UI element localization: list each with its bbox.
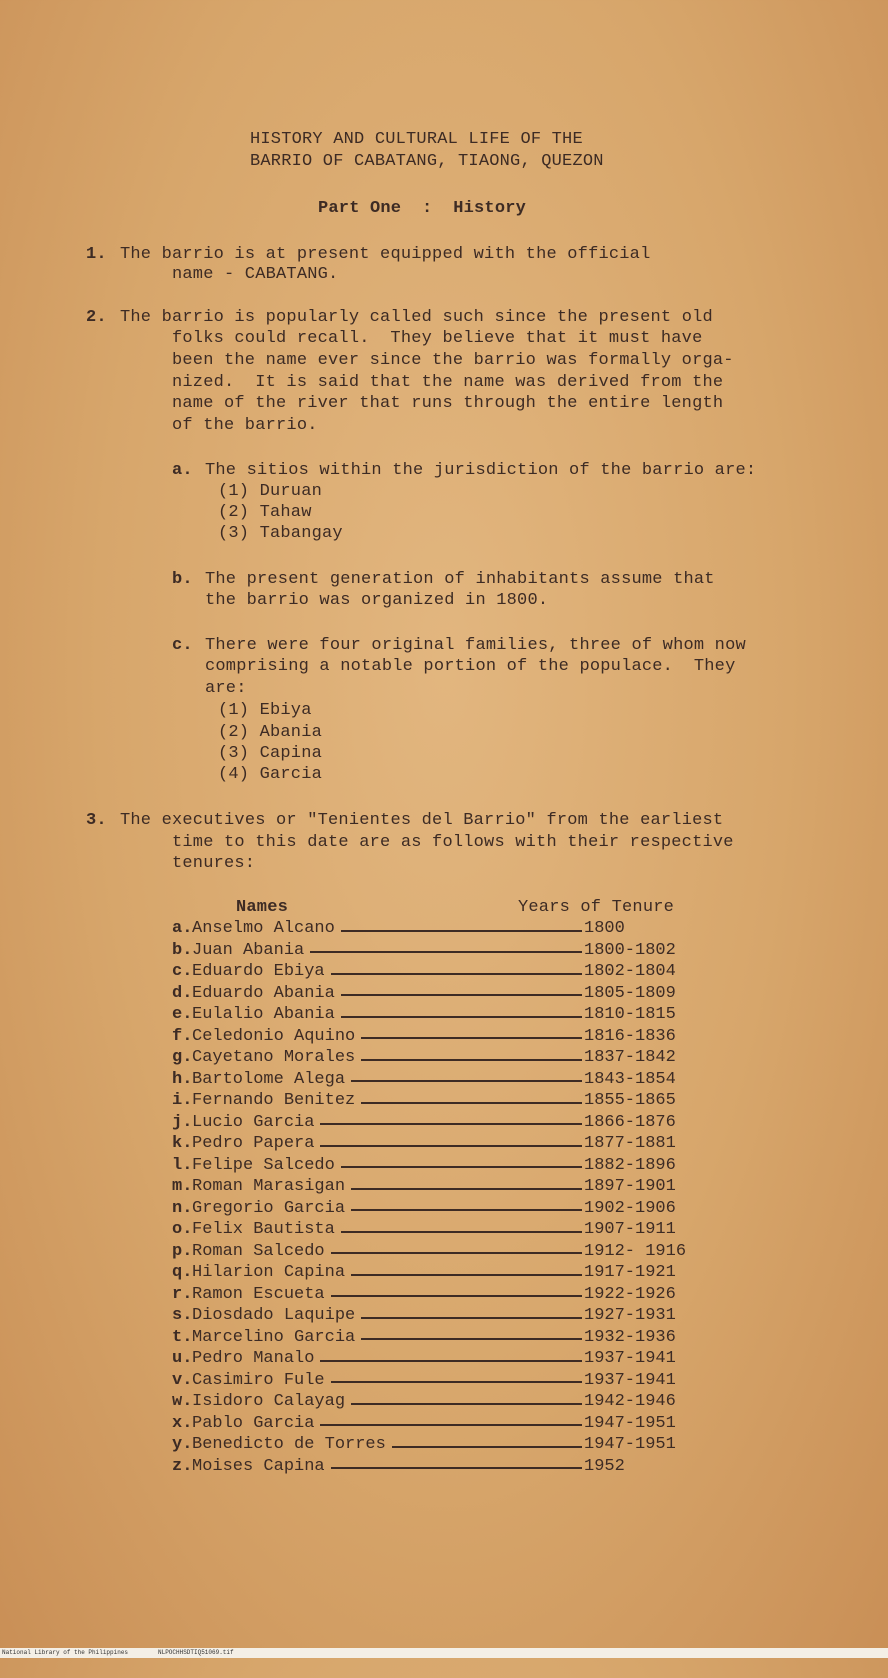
- item-3-line: The executives or "Tenientes del Barrio" from the earliest: [120, 811, 724, 830]
- tenure-years: 1897-1901: [584, 1177, 676, 1197]
- footer-library: National Library of the Philippines: [2, 1649, 129, 1656]
- tenure-letter: i.: [172, 1091, 193, 1111]
- tenure-row: [172, 1413, 692, 1435]
- tenure-row: [172, 1241, 692, 1263]
- tenure-row: [172, 1133, 692, 1155]
- sub-b-letter: b.: [172, 570, 193, 589]
- item-3-line: tenures:: [172, 854, 256, 873]
- tenure-letter: v.: [172, 1370, 193, 1390]
- family-item: (4) Garcia: [218, 765, 323, 784]
- tenientes-list: [172, 918, 692, 1477]
- leader-dashes: [361, 1338, 582, 1340]
- tenure-row: [172, 1047, 692, 1069]
- teniente-name: Fernando Benitez: [192, 1091, 356, 1111]
- tenure-row: [172, 1198, 692, 1220]
- family-item: (3) Capina: [218, 744, 323, 763]
- tenure-years: 1932-1936: [584, 1327, 676, 1347]
- tenure-years: 1922-1926: [584, 1284, 676, 1304]
- tenure-letter: s.: [172, 1306, 193, 1326]
- teniente-name: Pedro Papera: [192, 1134, 315, 1154]
- sub-c-line: There were four original families, three of whom now: [205, 636, 746, 655]
- tenure-row: [172, 1305, 692, 1327]
- tenure-letter: n.: [172, 1198, 193, 1218]
- tenure-letter: e.: [172, 1005, 193, 1025]
- teniente-name: Roman Marasigan: [192, 1177, 346, 1197]
- tenure-row: [172, 1155, 692, 1177]
- tenure-row: [172, 1069, 692, 1091]
- leader-dashes: [351, 1188, 582, 1190]
- tenure-letter: m.: [172, 1177, 193, 1197]
- teniente-name: Isidoro Calayag: [192, 1392, 346, 1412]
- sub-c-line: comprising a notable portion of the populace. They: [205, 657, 736, 676]
- tenure-years: 1843-1854: [584, 1069, 676, 1089]
- tenure-row: [172, 1370, 692, 1392]
- tenure-years: 1816-1836: [584, 1026, 676, 1046]
- item-2-line: been the name ever since the barrio was formally orga-: [172, 351, 734, 370]
- tenure-letter: p.: [172, 1241, 193, 1261]
- tenure-row: [172, 1434, 692, 1456]
- leader-dashes: [310, 951, 582, 953]
- tenure-years: 1837-1842: [584, 1048, 676, 1068]
- title-line-2: BARRIO OF CABATANG, TIAONG, QUEZON: [250, 152, 604, 171]
- item-2-line: nized. It is said that the name was derived from the: [172, 373, 724, 392]
- leader-dashes: [341, 1231, 582, 1233]
- tenure-row: [172, 940, 692, 962]
- teniente-name: Felipe Salcedo: [192, 1155, 335, 1175]
- tenure-years: 1855-1865: [584, 1091, 676, 1111]
- teniente-name: Bartolome Alega: [192, 1069, 346, 1089]
- teniente-name: Hilarion Capina: [192, 1263, 346, 1283]
- tenure-letter: g.: [172, 1048, 193, 1068]
- item-1-number: 1.: [86, 245, 107, 264]
- leader-dashes: [351, 1209, 582, 1211]
- tenure-years: 1937-1941: [584, 1370, 676, 1390]
- leader-dashes: [351, 1403, 582, 1405]
- teniente-name: Pedro Manalo: [192, 1349, 315, 1369]
- tenure-row: [172, 1348, 692, 1370]
- item-2-number: 2.: [86, 308, 107, 327]
- item-3-line: time to this date are as follows with their respective: [172, 833, 734, 852]
- leader-dashes: [392, 1446, 582, 1448]
- teniente-name: Casimiro Fule: [192, 1370, 325, 1390]
- tenure-years: 1927-1931: [584, 1306, 676, 1326]
- tenure-letter: y.: [172, 1435, 193, 1455]
- item-3-number: 3.: [86, 811, 107, 830]
- column-header-years: Years of Tenure: [518, 898, 675, 917]
- leader-dashes: [341, 1166, 582, 1168]
- tenure-letter: h.: [172, 1069, 193, 1089]
- sitio-item: (2) Tahaw: [218, 503, 312, 522]
- tenure-years: 1802-1804: [584, 962, 676, 982]
- tenure-row: [172, 1026, 692, 1048]
- leader-dashes: [361, 1102, 582, 1104]
- teniente-name: Eduardo Ebiya: [192, 962, 325, 982]
- tenure-row: [172, 1112, 692, 1134]
- tenure-years: 1947-1951: [584, 1413, 676, 1433]
- teniente-name: Pablo Garcia: [192, 1413, 315, 1433]
- tenure-letter: x.: [172, 1413, 193, 1433]
- tenure-row: [172, 1176, 692, 1198]
- leader-dashes: [341, 1016, 582, 1018]
- tenure-years: 1800-1802: [584, 940, 676, 960]
- tenure-years: 1917-1921: [584, 1263, 676, 1283]
- teniente-name: Juan Abania: [192, 940, 305, 960]
- footer-file-id: NLPOCHHSDTIQ51069.tif: [158, 1649, 234, 1656]
- tenure-letter: l.: [172, 1155, 193, 1175]
- tenure-years: 1805-1809: [584, 983, 676, 1003]
- item-2-line: folks could recall. They believe that it must have: [172, 329, 703, 348]
- leader-dashes: [331, 1381, 582, 1383]
- sub-a-letter: a.: [172, 461, 193, 480]
- tenure-row: [172, 1327, 692, 1349]
- tenure-row: [172, 1004, 692, 1026]
- tenure-row: [172, 1219, 692, 1241]
- tenure-letter: k.: [172, 1134, 193, 1154]
- sub-c-letter: c.: [172, 636, 193, 655]
- tenure-letter: w.: [172, 1392, 193, 1412]
- tenure-letter: u.: [172, 1349, 193, 1369]
- leader-dashes: [351, 1274, 582, 1276]
- leader-dashes: [320, 1424, 582, 1426]
- leader-dashes: [341, 994, 582, 996]
- leader-dashes: [320, 1145, 582, 1147]
- tenure-letter: o.: [172, 1220, 193, 1240]
- part-heading: Part One : History: [318, 199, 527, 218]
- tenure-row: [172, 1284, 692, 1306]
- tenure-years: 1942-1946: [584, 1392, 676, 1412]
- family-item: (2) Abania: [218, 723, 323, 742]
- sub-c-line: are:: [205, 679, 247, 698]
- item-2-line: name of the river that runs through the entire length: [172, 394, 724, 413]
- tenure-letter: c.: [172, 962, 193, 982]
- tenure-row: [172, 961, 692, 983]
- tenure-letter: b.: [172, 940, 193, 960]
- tenure-row: [172, 983, 692, 1005]
- tenure-years: 1877-1881: [584, 1134, 676, 1154]
- tenure-row: [172, 1391, 692, 1413]
- teniente-name: Diosdado Laquipe: [192, 1306, 356, 1326]
- tenure-row: [172, 1090, 692, 1112]
- item-1-line: The barrio is at present equipped with the official: [120, 245, 651, 264]
- tenure-letter: a.: [172, 919, 193, 939]
- scan-footer: [0, 1648, 888, 1658]
- tenure-years: 1947-1951: [584, 1435, 676, 1455]
- leader-dashes: [320, 1360, 582, 1362]
- teniente-name: Ramon Escueta: [192, 1284, 325, 1304]
- leader-dashes: [341, 930, 582, 932]
- teniente-name: Gregorio Garcia: [192, 1198, 346, 1218]
- leader-dashes: [351, 1080, 582, 1082]
- leader-dashes: [361, 1059, 582, 1061]
- item-1-line: name - CABATANG.: [172, 265, 339, 284]
- leader-dashes: [361, 1317, 582, 1319]
- column-header-names: Names: [236, 898, 289, 917]
- tenure-years: 1907-1911: [584, 1220, 676, 1240]
- teniente-name: Roman Salcedo: [192, 1241, 325, 1261]
- tenure-years: 1800: [584, 919, 625, 939]
- leader-dashes: [331, 1252, 582, 1254]
- title-line-1: HISTORY AND CULTURAL LIFE OF THE: [250, 130, 583, 149]
- tenure-years: 1937-1941: [584, 1349, 676, 1369]
- sitio-item: (1) Duruan: [218, 482, 323, 501]
- teniente-name: Celedonio Aquino: [192, 1026, 356, 1046]
- teniente-name: Benedicto de Torres: [192, 1435, 386, 1455]
- leader-dashes: [320, 1123, 582, 1125]
- teniente-name: Lucio Garcia: [192, 1112, 315, 1132]
- teniente-name: Anselmo Alcano: [192, 919, 335, 939]
- tenure-row: [172, 1262, 692, 1284]
- tenure-letter: q.: [172, 1263, 193, 1283]
- family-item: (1) Ebiya: [218, 701, 312, 720]
- tenure-row: [172, 918, 692, 940]
- tenure-years: 1952: [584, 1456, 625, 1476]
- tenure-years: 1902-1906: [584, 1198, 676, 1218]
- sub-b-line: The present generation of inhabitants assume that: [205, 570, 715, 589]
- tenure-letter: j.: [172, 1112, 193, 1132]
- tenure-letter: t.: [172, 1327, 193, 1347]
- leader-dashes: [331, 1295, 582, 1297]
- teniente-name: Eduardo Abania: [192, 983, 335, 1003]
- teniente-name: Eulalio Abania: [192, 1005, 335, 1025]
- teniente-name: Felix Bautista: [192, 1220, 335, 1240]
- leader-dashes: [361, 1037, 582, 1039]
- sub-a-text: The sitios within the jurisdiction of the barrio are:: [205, 461, 757, 480]
- tenure-letter: r.: [172, 1284, 193, 1304]
- leader-dashes: [331, 1467, 582, 1469]
- item-2-line: The barrio is popularly called such since the present old: [120, 308, 713, 327]
- tenure-letter: d.: [172, 983, 193, 1003]
- leader-dashes: [331, 973, 582, 975]
- tenure-letter: z.: [172, 1456, 193, 1476]
- sitio-item: (3) Tabangay: [218, 524, 343, 543]
- tenure-years: 1810-1815: [584, 1005, 676, 1025]
- tenure-years: 1866-1876: [584, 1112, 676, 1132]
- item-2-line: of the barrio.: [172, 416, 318, 435]
- tenure-letter: f.: [172, 1026, 193, 1046]
- teniente-name: Moises Capina: [192, 1456, 325, 1476]
- sub-b-line: the barrio was organized in 1800.: [205, 591, 549, 610]
- tenure-years: 1882-1896: [584, 1155, 676, 1175]
- teniente-name: Marcelino Garcia: [192, 1327, 356, 1347]
- teniente-name: Cayetano Morales: [192, 1048, 356, 1068]
- tenure-row: [172, 1456, 692, 1478]
- tenure-years: 1912- 1916: [584, 1241, 687, 1261]
